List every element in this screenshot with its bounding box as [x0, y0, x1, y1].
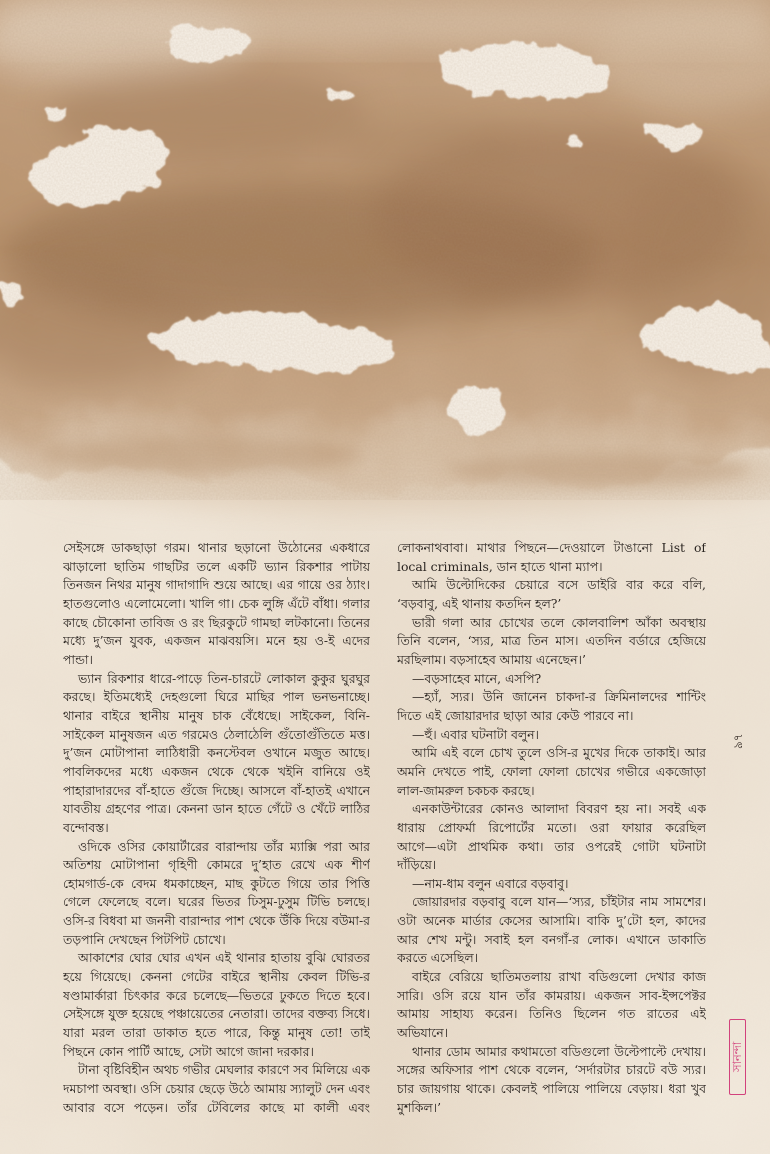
text-line: —বড়সাহেব মানে, এসপি? [412, 670, 542, 686]
text-line: তড়পানি দেখছেন পিটপিট চোখে। [63, 931, 226, 947]
text-line: দু’জন মোটাপানা লাঠিধারী কনস্টেবল ওখানে মজুত আছে। [63, 745, 370, 761]
text-line: অমনি দেখতে পাই, ফোলা ফোলা চোখের গভীরে একজোড়া [397, 763, 706, 779]
text-line: হাতগুলোও এলোমেলো। খালি গা। চেক লুঙ্গি এঁটে বাঁধা। গলার [63, 595, 370, 611]
text-line: এনকাউন্টারের কোনও আলাদা বিবরণ হয় না। সবই এক [412, 801, 706, 817]
text-line: দিতে এই জোয়ারদার ছাড়া আর কেউ পারবে না। [397, 707, 634, 723]
text-line: তিনি বলেন, ‘স্যর, মাত্র তিন মাস। এতদিন বর্ডারে হেজিয়ে [397, 633, 706, 649]
text-line: তিনজন নিথর মানুষ গাদাগাদি শুয়ে আছে। এর গায়ে ওর ঠ্যাং। [63, 577, 370, 593]
text-line: দমচাপা অবস্থা। ওসি চেয়ার ছেড়ে উঠে আমায় স্যালুট দেন এবং [63, 1081, 370, 1097]
text-line: সঙ্গের অফিসার পাশ থেকে বলেন, ‘সর্দারটার চারটে বউ স্যর। [397, 1062, 706, 1078]
text-line: ঝাড়ালো ছাতিম গাছটির তলে একটি ভ্যান রিকশার পাটায় [63, 558, 370, 574]
text-line: পাহারাদারদের বাঁ-হাতে গুঁজে দিচ্ছে। আসলে বাঁ-হাতই এখানে [63, 782, 370, 798]
text-line: ‘বড়বাবু, এই থানায় কতদিন হল?’ [397, 595, 562, 611]
text-line: সেইসঙ্গে যুক্ত হয়েছে পঞ্চায়েতের নেতারা। তাদের বক্তব্য সিধে। [63, 1006, 370, 1022]
text-line: মুশকিল।’ [397, 1099, 442, 1115]
text-line: পিছনে কোন পার্টি আছে, সেটা আগে জানা দরকার। [63, 1043, 314, 1059]
watercolor-illustration [0, 0, 770, 560]
text-line: ষণ্ডামার্কারা চিৎকার করে চলেছে—ভিতরে ঢুকতে দিতে হবে। [63, 987, 370, 1003]
text-line: করছে। ইতিমধ্যেই দেহগুলো ঘিরে মাছির পাল ভনভনাচ্ছে। [63, 689, 370, 705]
text-line: লোকনাথবাবা। মাথার পিছনে—দেওয়ালে টাঙানো List of [397, 540, 706, 555]
text-column-right [397, 539, 706, 1117]
text-line: local criminals, ডান হাতে থানা ম্যাপ। [397, 558, 603, 574]
text-line: পাবলিকদের মধ্যে একজন থেকে থেকে খইনি বানিয়ে ওই [63, 763, 370, 779]
text-line: ভারী গলা আর চোখের তলে কোলবালিশ আঁকা অবস্থায় [412, 614, 706, 630]
text-line: আমি এই বলে চোখ তুলে ওসি-র মুখের দিকে তাকাই। আর [412, 745, 706, 761]
text-line: হোমগার্ড-কে বেদম ধমকাচ্ছেন, মাছ কুটতে গিয়ে তার পিত্তি [63, 875, 370, 891]
text-line: লাল-জামরুল চকচক করছে। [397, 782, 535, 798]
text-line: ধারায় প্রোফর্মা রিপোর্টের মতো। ওরা ফায়ার করেছিল [397, 819, 706, 835]
text-line: জোয়ারদার বড়বাবু বলে যান—‘স্যর, চাঁইটার নাম সামশের। [412, 894, 706, 910]
text-line: অভিযানে। [397, 1025, 449, 1041]
text-line: করতে এসেছিল। [397, 950, 479, 966]
text-line: বাইরে বেরিয়ে ছাতিমতলায় রাখা বডিগুলো দেখার কাজ [412, 969, 706, 985]
text-line: সাইকেল মানুষজন এত গরমেও ঠেলাঠেলি গুঁতোগুঁতিতে মত্ত। [63, 726, 370, 742]
text-line: ওসি-র বিধবা মা জননী বারান্দার পাশ থেকে উঁকি দিয়ে বউমা-র [63, 913, 370, 929]
text-line: —হুঁ। এবার ঘটনাটা বলুন। [412, 726, 539, 742]
text-line: আমায় সাহায্য করেন। তিনিও ছিলেন গত রাতের এই [397, 1006, 706, 1022]
text-line: আগে—এটা প্রাথমিক কথা। তার ওপরেই গোটা ঘটনাটা [397, 838, 706, 854]
text-line: বন্দোবস্ত। [63, 819, 109, 835]
text-line: ভ্যান রিকশার ধারে-পাড়ে তিন-চারটে লোকাল কুকুর ঘুরঘুর [78, 670, 370, 686]
text-line: ওদিকে ওসির কোয়ার্টারের বারান্দায় তাঁর ম্যাক্সি পরা আর [78, 838, 370, 854]
page-number: ৯৭ [731, 733, 745, 749]
text-line: চার জায়গায় থাকে। কেবলই পালিয়ে পালিয়ে বেড়ায়। ধরা খুব [397, 1081, 706, 1097]
text-line: —নাম-ধাম বলুন এবারে বড়বাবু। [412, 875, 569, 891]
text-line: পান্ডা। [63, 651, 93, 667]
text-line: আকাশের ঘোর ঘোর এখন এই থানার হাতায় বুঝি ঘোরতর [78, 950, 370, 966]
text-line: গেলে ফেলেছে বলে। ঘরের ভিতর ঢিসুম-ঢুসুম টিভি চলছে। [63, 894, 370, 910]
text-line: সেইসঙ্গে ডাকছাড়া গরম। থানার ছড়ানো উঠোনের একধারে [63, 540, 370, 555]
text-line: আমি উল্টোদিকের চেয়ারে বসে ডাইরি বার করে বলি, [412, 577, 706, 593]
text-line: থানার ডোম আমার কথামতো বডিগুলো উল্টেপাল্টে দেখায়। [412, 1043, 706, 1059]
text-line: সারি। ওসি রয়ে যান তাঁর কামরায়। একজন সাব-ইন্সপেক্টর [397, 987, 706, 1003]
text-line: আবার বসে পড়েন। তাঁর টেবিলের কাছে মা কালী এবং [63, 1099, 370, 1115]
text-line: কাছে চৌকোনা তাবিজ ও রং ছিরকুটে গামছা লটকানো। তিনের [63, 614, 370, 630]
text-line: ওটা অনেক মার্ডার কেসের আসামি। বাকি দু’টো হল, কাদের [397, 913, 706, 929]
text-line: অতিশয় মোটাপানা গৃহিণী কোমরে দু’হাত রেখে এক শীর্ণ [63, 857, 370, 873]
text-line: আর শেখ মন্টু। সবাই হল বনগাঁ-র লোক। এখানে ডাকাতি [397, 931, 706, 947]
text-line: টানা বৃষ্টিবিহীন অথচ গভীর মেঘলার কারণে সব মিলিয়ে এক [78, 1062, 370, 1078]
text-line: দাঁড়িয়ে। [397, 857, 437, 873]
text-column-left [63, 539, 370, 1117]
text-line: —হ্যাঁ, স্যর। উনি জানেন চাকদা-র ক্রিমিনালদের শান্টিং [412, 689, 706, 705]
magazine-name-label: সানন্দা [729, 1019, 746, 1095]
text-line: মরছিলাম। বড়সাহেব আমায় এনেছেন।’ [397, 651, 586, 667]
text-line: যারা মরল তারা ডাকাত হতে পারে, কিন্তু মানুষ তো! তাই [63, 1025, 370, 1041]
text-line: যাবতীয় গ্রহণের পাত্র। কেননা ডান হাতে গেঁটে ও খেঁটে লাঠির [63, 801, 370, 817]
text-line: থানার বাইরে স্থানীয় মানুষ চাক বেঁধেছে। সাইকেল, বিনি- [63, 707, 370, 723]
text-line: মধ্যে দু’জন যুবক, একজন মাঝবয়সি। মনে হয় ও-ই এদের [63, 633, 370, 649]
text-line: হয়ে গিয়েছে। কেননা গেটের বাইরে স্থানীয় কেবল টিভি-র [63, 969, 370, 985]
